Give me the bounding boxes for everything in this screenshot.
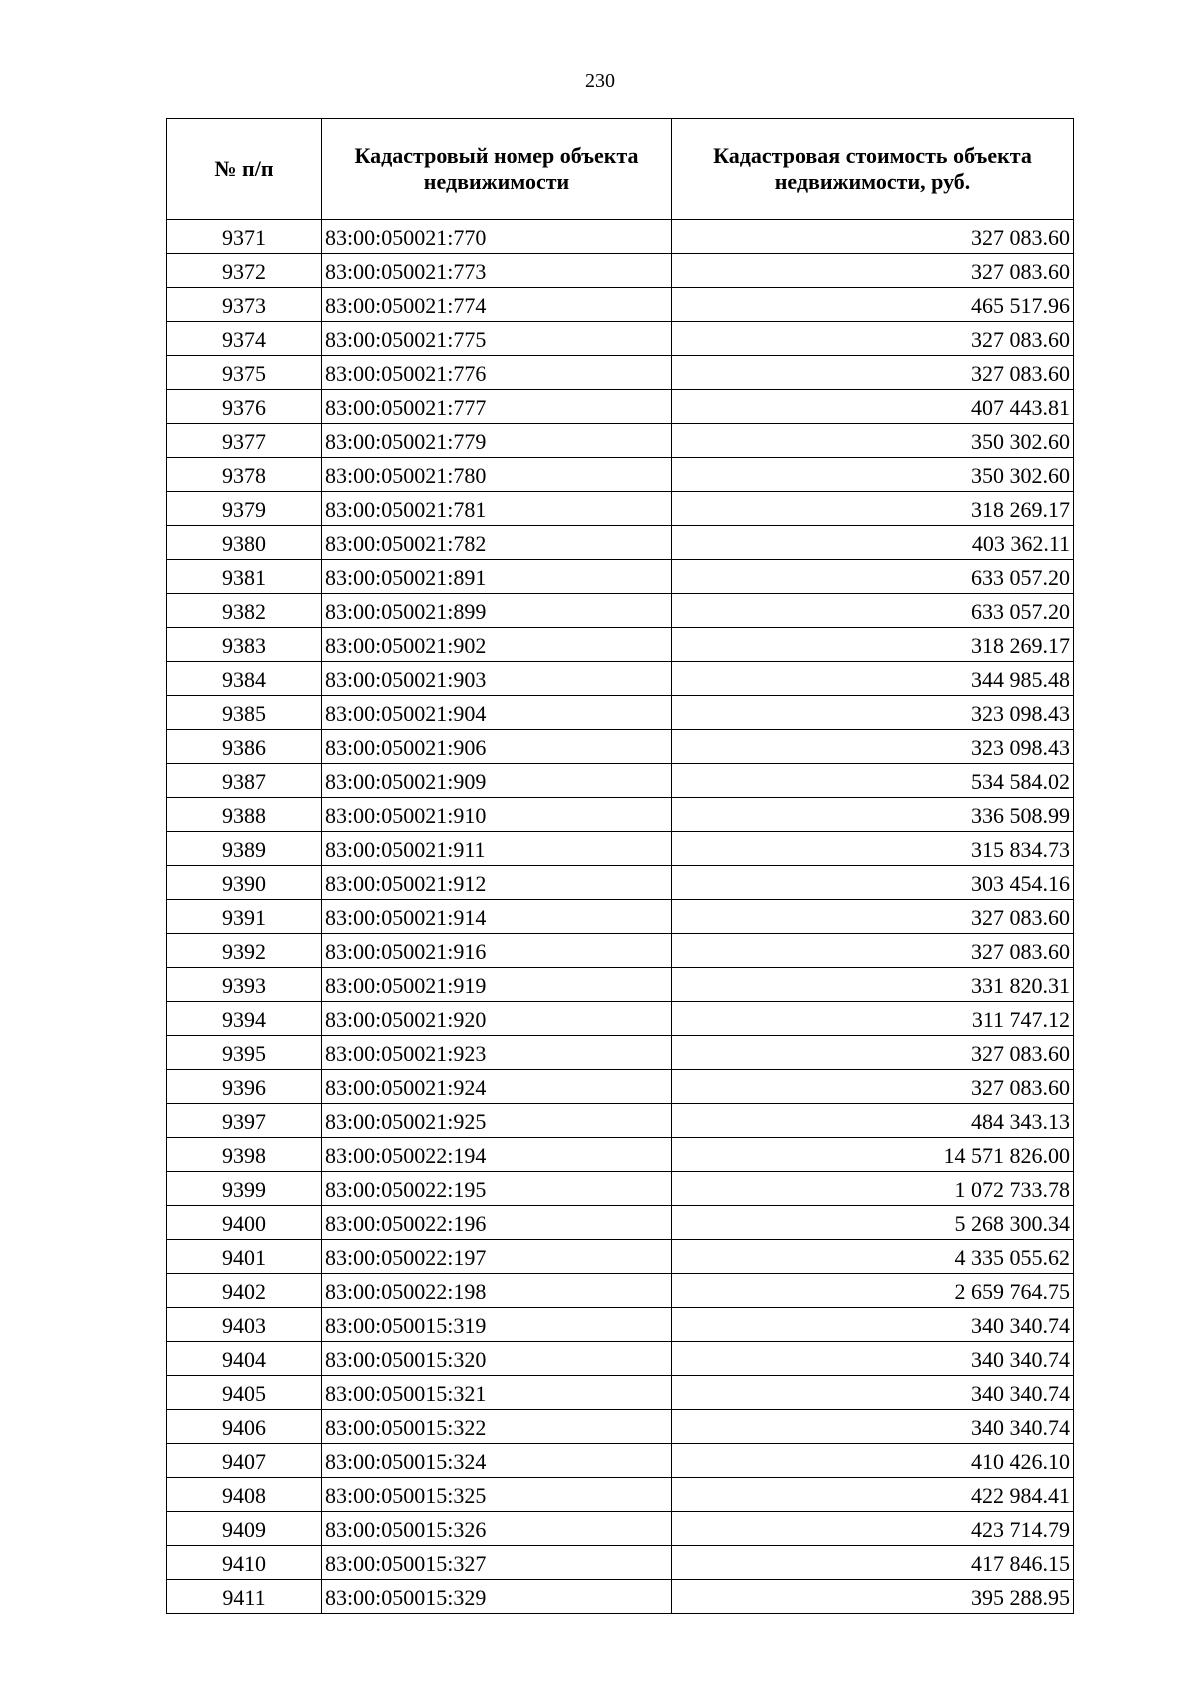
cadastral-number-cell: 83:00:050021:904: [322, 696, 672, 730]
cadastral-number-cell: 83:00:050021:919: [322, 968, 672, 1002]
table-row: [167, 1580, 1074, 1614]
cadastral-number-cell: 83:00:050015:320: [322, 1342, 672, 1376]
cadastral-number-cell: 83:00:050021:776: [322, 356, 672, 390]
table-row: [167, 662, 1074, 696]
table-row: [167, 390, 1074, 424]
row-number-cell: 9399: [167, 1172, 322, 1206]
row-number-cell: 9376: [167, 390, 322, 424]
table-row: [167, 220, 1074, 254]
table-row: [167, 968, 1074, 1002]
cadastral-value-cell: 422 984.41: [672, 1478, 1074, 1512]
row-number-cell: 9393: [167, 968, 322, 1002]
cadastral-value-cell: 327 083.60: [672, 1036, 1074, 1070]
row-number-cell: 9386: [167, 730, 322, 764]
cadastral-number-cell: 83:00:050021:779: [322, 424, 672, 458]
cadastral-number-cell: 83:00:050021:775: [322, 322, 672, 356]
cadastral-value-cell: 484 343.13: [672, 1104, 1074, 1138]
table-row: [167, 832, 1074, 866]
cadastral-value-cell: 327 083.60: [672, 356, 1074, 390]
row-number-cell: 9375: [167, 356, 322, 390]
column-header-cadastral-number: Кадастровый номер объекта недвижимости: [322, 119, 672, 220]
row-number-cell: 9389: [167, 832, 322, 866]
cadastral-value-cell: 423 714.79: [672, 1512, 1074, 1546]
table-row: [167, 1002, 1074, 1036]
table-row: [167, 1308, 1074, 1342]
table-row: [167, 254, 1074, 288]
table-row: [167, 934, 1074, 968]
row-number-cell: 9395: [167, 1036, 322, 1070]
row-number-cell: 9404: [167, 1342, 322, 1376]
row-number-cell: 9407: [167, 1444, 322, 1478]
cadastral-value-cell: 465 517.96: [672, 288, 1074, 322]
table-row: [167, 1376, 1074, 1410]
cadastral-number-cell: 83:00:050021:911: [322, 832, 672, 866]
cadastral-number-cell: 83:00:050021:916: [322, 934, 672, 968]
row-number-cell: 9372: [167, 254, 322, 288]
table-row: [167, 492, 1074, 526]
cadastral-number-cell: 83:00:050021:902: [322, 628, 672, 662]
row-number-cell: 9373: [167, 288, 322, 322]
cadastral-number-cell: 83:00:050021:910: [322, 798, 672, 832]
cadastral-number-cell: 83:00:050021:924: [322, 1070, 672, 1104]
cadastral-value-cell: 331 820.31: [672, 968, 1074, 1002]
row-number-cell: 9377: [167, 424, 322, 458]
cadastral-value-cell: 340 340.74: [672, 1308, 1074, 1342]
cadastral-value-cell: 323 098.43: [672, 730, 1074, 764]
table-row: [167, 288, 1074, 322]
cadastral-value-cell: 5 268 300.34: [672, 1206, 1074, 1240]
table-row: [167, 424, 1074, 458]
cadastral-value-cell: 327 083.60: [672, 900, 1074, 934]
cadastral-number-cell: 83:00:050015:321: [322, 1376, 672, 1410]
cadastral-value-cell: 340 340.74: [672, 1410, 1074, 1444]
table-row: [167, 1546, 1074, 1580]
cadastral-value-cell: 395 288.95: [672, 1580, 1074, 1614]
cadastral-value-cell: 403 362.11: [672, 526, 1074, 560]
cadastral-value-cell: 534 584.02: [672, 764, 1074, 798]
row-number-cell: 9408: [167, 1478, 322, 1512]
row-number-cell: 9400: [167, 1206, 322, 1240]
cadastral-number-cell: 83:00:050022:196: [322, 1206, 672, 1240]
cadastral-value-cell: 327 083.60: [672, 254, 1074, 288]
table-row: [167, 1172, 1074, 1206]
cadastral-value-cell: 315 834.73: [672, 832, 1074, 866]
row-number-cell: 9379: [167, 492, 322, 526]
cadastral-number-cell: 83:00:050021:773: [322, 254, 672, 288]
table-row: [167, 1512, 1074, 1546]
row-number-cell: 9392: [167, 934, 322, 968]
cadastral-value-cell: 633 057.20: [672, 594, 1074, 628]
row-number-cell: 9384: [167, 662, 322, 696]
cadastral-value-cell: 311 747.12: [672, 1002, 1074, 1036]
table-row: [167, 1206, 1074, 1240]
cadastral-value-cell: 336 508.99: [672, 798, 1074, 832]
cadastral-number-cell: 83:00:050021:899: [322, 594, 672, 628]
row-number-cell: 9374: [167, 322, 322, 356]
table-body: [167, 220, 1074, 1614]
row-number-cell: 9394: [167, 1002, 322, 1036]
table-row: [167, 1410, 1074, 1444]
table-row: [167, 696, 1074, 730]
cadastral-value-cell: 4 335 055.62: [672, 1240, 1074, 1274]
table-row: [167, 730, 1074, 764]
row-number-cell: 9391: [167, 900, 322, 934]
cadastral-number-cell: 83:00:050021:923: [322, 1036, 672, 1070]
cadastral-number-cell: 83:00:050015:325: [322, 1478, 672, 1512]
row-number-cell: 9388: [167, 798, 322, 832]
cadastral-number-cell: 83:00:050015:329: [322, 1580, 672, 1614]
cadastral-number-cell: 83:00:050022:197: [322, 1240, 672, 1274]
cadastral-value-cell: 417 846.15: [672, 1546, 1074, 1580]
cadastral-value-cell: 340 340.74: [672, 1376, 1074, 1410]
cadastral-number-cell: 83:00:050021:909: [322, 764, 672, 798]
row-number-cell: 9398: [167, 1138, 322, 1172]
cadastral-value-cell: 14 571 826.00: [672, 1138, 1074, 1172]
row-number-cell: 9385: [167, 696, 322, 730]
cadastral-number-cell: 83:00:050021:906: [322, 730, 672, 764]
cadastral-number-cell: 83:00:050021:920: [322, 1002, 672, 1036]
cadastral-value-cell: 1 072 733.78: [672, 1172, 1074, 1206]
cadastral-value-cell: 323 098.43: [672, 696, 1074, 730]
row-number-cell: 9402: [167, 1274, 322, 1308]
table-header-row: [167, 119, 1074, 220]
cadastral-number-cell: 83:00:050015:322: [322, 1410, 672, 1444]
cadastral-value-cell: 327 083.60: [672, 934, 1074, 968]
cadastral-number-cell: 83:00:050015:327: [322, 1546, 672, 1580]
cadastral-value-cell: 327 083.60: [672, 220, 1074, 254]
cadastral-number-cell: 83:00:050021:780: [322, 458, 672, 492]
table-row: [167, 1138, 1074, 1172]
table-row: [167, 458, 1074, 492]
table-row: [167, 628, 1074, 662]
cadastral-number-cell: 83:00:050021:781: [322, 492, 672, 526]
cadastral-number-cell: 83:00:050021:914: [322, 900, 672, 934]
table-row: [167, 560, 1074, 594]
cadastral-value-cell: 327 083.60: [672, 322, 1074, 356]
cadastral-value-cell: 2 659 764.75: [672, 1274, 1074, 1308]
cadastral-value-cell: 327 083.60: [672, 1070, 1074, 1104]
cadastral-value-cell: 318 269.17: [672, 492, 1074, 526]
row-number-cell: 9401: [167, 1240, 322, 1274]
cadastral-number-cell: 83:00:050021:782: [322, 526, 672, 560]
cadastral-number-cell: 83:00:050021:912: [322, 866, 672, 900]
row-number-cell: 9396: [167, 1070, 322, 1104]
row-number-cell: 9403: [167, 1308, 322, 1342]
row-number-cell: 9409: [167, 1512, 322, 1546]
table-row: [167, 1104, 1074, 1138]
table-row: [167, 1036, 1074, 1070]
table-row: [167, 594, 1074, 628]
table-row: [167, 1274, 1074, 1308]
table-row: [167, 322, 1074, 356]
row-number-cell: 9405: [167, 1376, 322, 1410]
cadastral-value-table: [166, 118, 1074, 1614]
cadastral-number-cell: 83:00:050021:925: [322, 1104, 672, 1138]
column-header-row-number: № п/п: [167, 119, 322, 220]
table-row: [167, 1478, 1074, 1512]
table-row: [167, 866, 1074, 900]
cadastral-number-cell: 83:00:050021:777: [322, 390, 672, 424]
cadastral-value-cell: 407 443.81: [672, 390, 1074, 424]
cadastral-number-cell: 83:00:050022:194: [322, 1138, 672, 1172]
row-number-cell: 9387: [167, 764, 322, 798]
cadastral-number-cell: 83:00:050022:195: [322, 1172, 672, 1206]
row-number-cell: 9371: [167, 220, 322, 254]
cadastral-number-cell: 83:00:050022:198: [322, 1274, 672, 1308]
cadastral-value-cell: 344 985.48: [672, 662, 1074, 696]
cadastral-value-cell: 410 426.10: [672, 1444, 1074, 1478]
cadastral-number-cell: 83:00:050021:770: [322, 220, 672, 254]
table-row: [167, 900, 1074, 934]
cadastral-value-cell: 318 269.17: [672, 628, 1074, 662]
row-number-cell: 9406: [167, 1410, 322, 1444]
cadastral-number-cell: 83:00:050015:326: [322, 1512, 672, 1546]
table-row: [167, 526, 1074, 560]
row-number-cell: 9397: [167, 1104, 322, 1138]
cadastral-number-cell: 83:00:050015:319: [322, 1308, 672, 1342]
cadastral-number-cell: 83:00:050021:903: [322, 662, 672, 696]
row-number-cell: 9411: [167, 1580, 322, 1614]
cadastral-value-cell: 303 454.16: [672, 866, 1074, 900]
cadastral-number-cell: 83:00:050021:774: [322, 288, 672, 322]
row-number-cell: 9381: [167, 560, 322, 594]
table-row: [167, 1240, 1074, 1274]
table-row: [167, 356, 1074, 390]
cadastral-value-cell: 340 340.74: [672, 1342, 1074, 1376]
page-number: 230: [585, 70, 615, 92]
table-row: [167, 764, 1074, 798]
row-number-cell: 9383: [167, 628, 322, 662]
cadastral-value-cell: 633 057.20: [672, 560, 1074, 594]
column-header-cadastral-value: Кадастровая стоимость объекта недвижимости, руб.: [672, 119, 1074, 220]
table-row: [167, 1070, 1074, 1104]
table-row: [167, 1444, 1074, 1478]
cadastral-number-cell: 83:00:050015:324: [322, 1444, 672, 1478]
cadastral-value-cell: 350 302.60: [672, 458, 1074, 492]
row-number-cell: 9378: [167, 458, 322, 492]
row-number-cell: 9380: [167, 526, 322, 560]
cadastral-number-cell: 83:00:050021:891: [322, 560, 672, 594]
table-row: [167, 798, 1074, 832]
table-row: [167, 1342, 1074, 1376]
row-number-cell: 9382: [167, 594, 322, 628]
row-number-cell: 9410: [167, 1546, 322, 1580]
row-number-cell: 9390: [167, 866, 322, 900]
cadastral-value-cell: 350 302.60: [672, 424, 1074, 458]
